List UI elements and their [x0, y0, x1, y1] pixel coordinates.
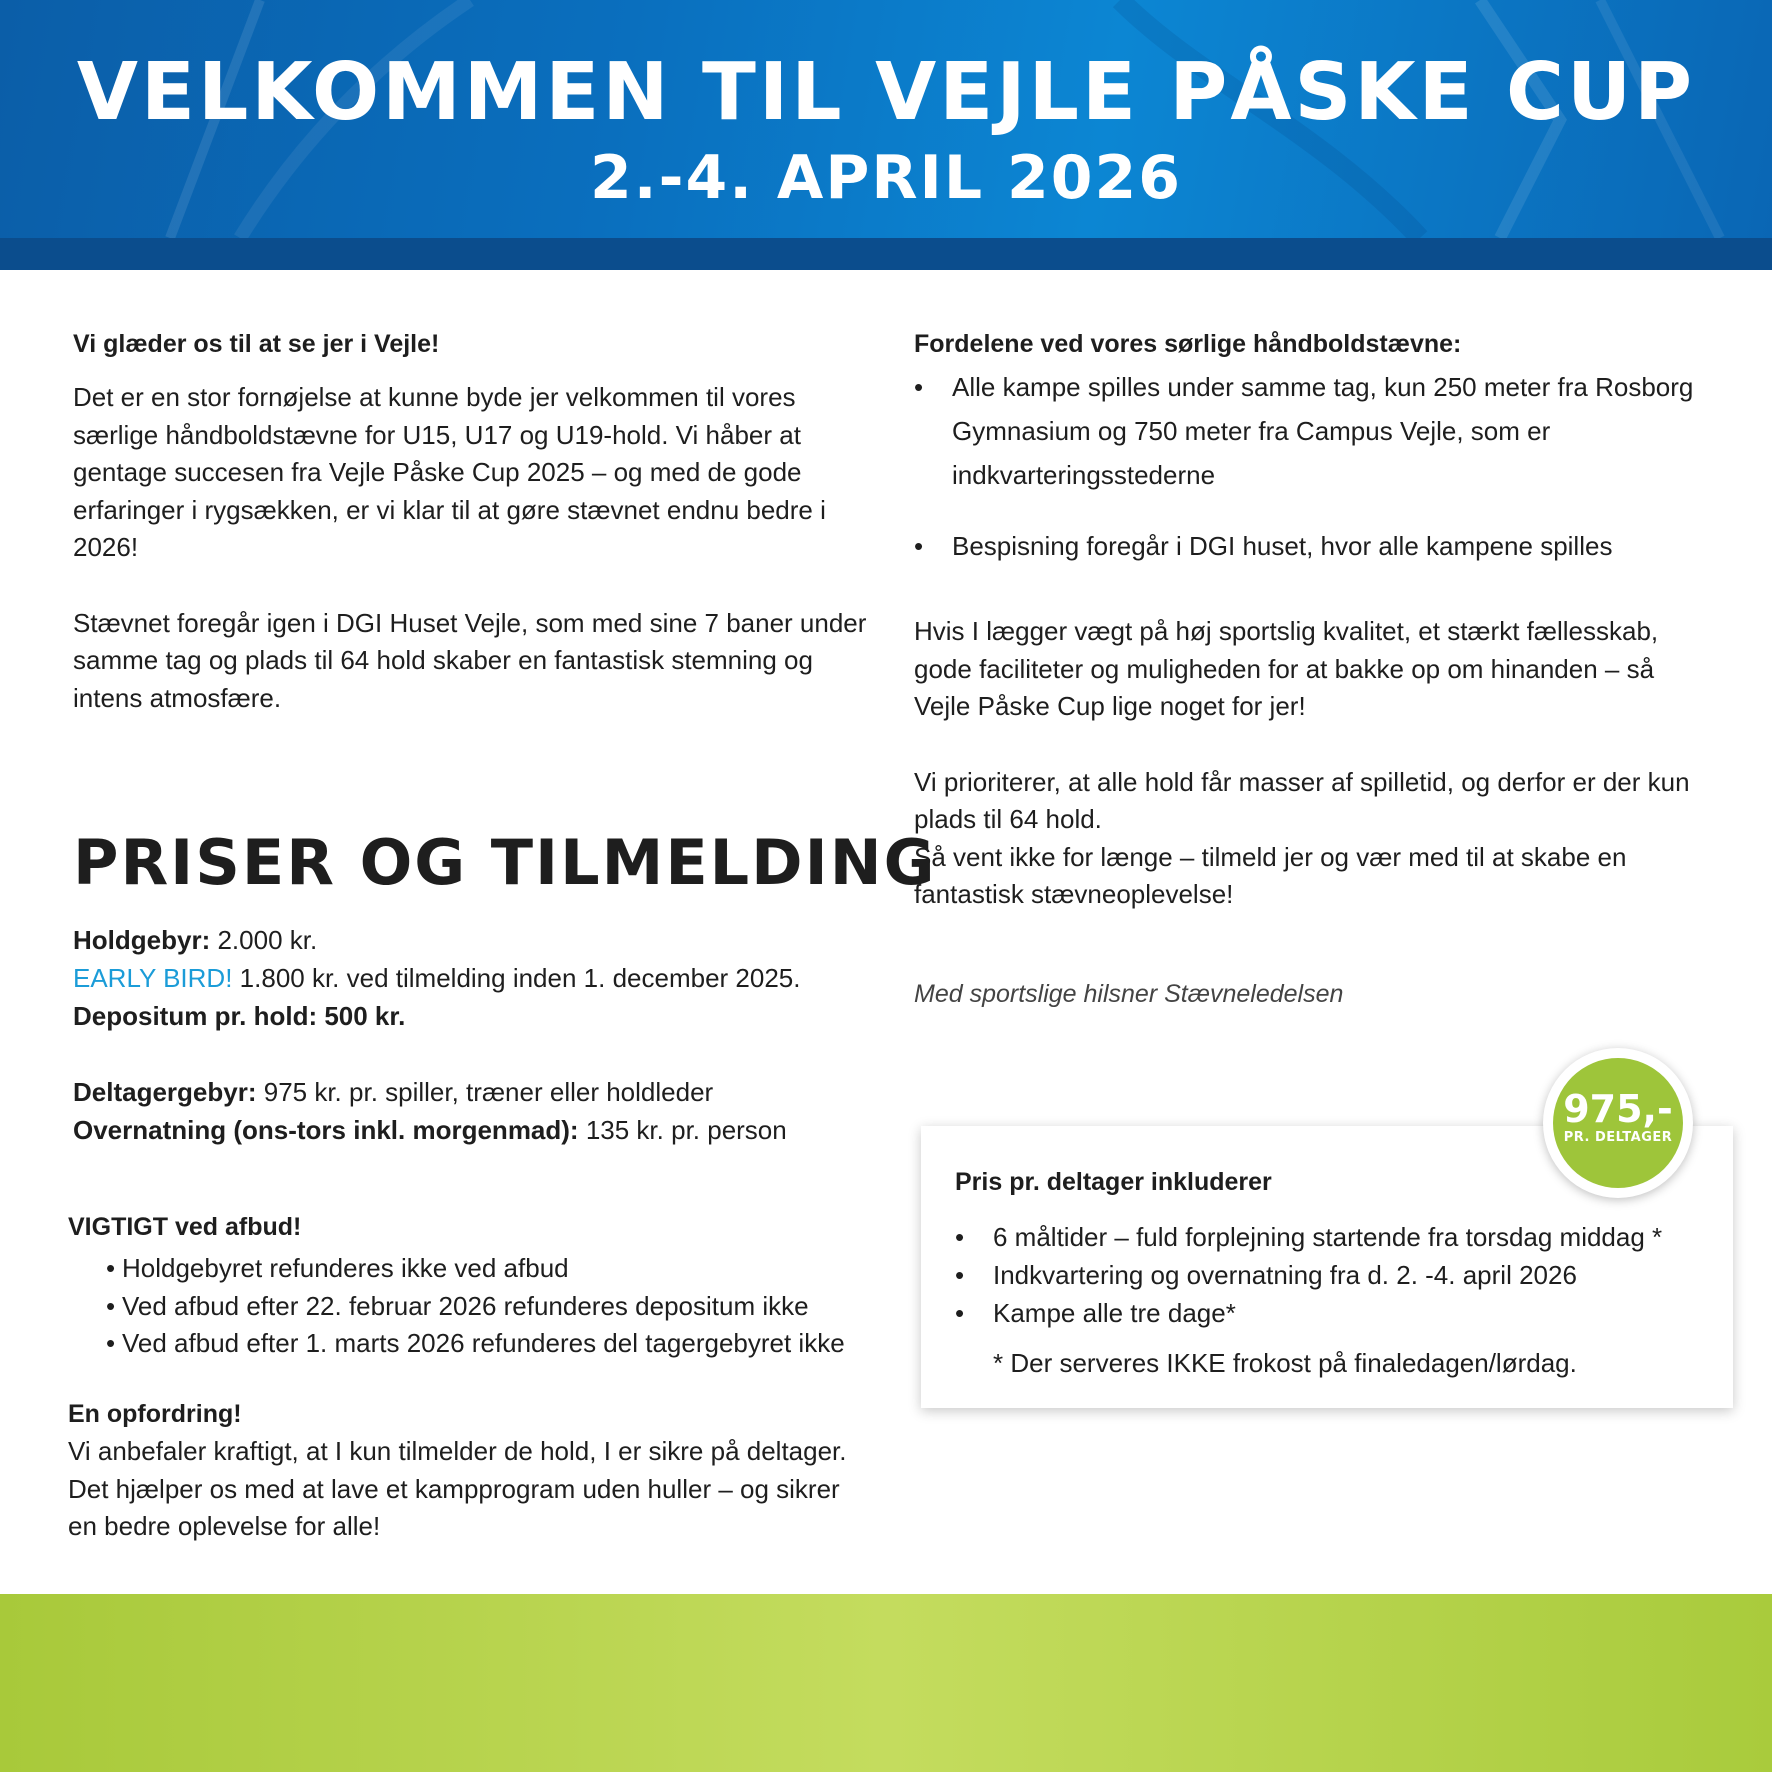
benefits-heading: Fordelene ved vores sørlige håndboldstævne:	[914, 330, 1462, 358]
price-inclusions-list	[955, 1218, 1725, 1332]
team-fee-line	[73, 921, 893, 959]
price-badge-circle	[1553, 1058, 1683, 1188]
cancellation-section	[68, 1213, 888, 1363]
welcome-section	[73, 330, 873, 717]
appeal-heading: En opfordring!	[68, 1400, 242, 1428]
header-band	[0, 238, 1772, 270]
price-box-title: Pris pr. deltager inkluderer	[955, 1168, 1272, 1196]
deposit-text: Depositum pr. hold: 500 kr.	[73, 1001, 406, 1031]
badge-amount: 975,-	[1563, 1087, 1673, 1131]
participant-fee-label: Deltagergebyr:	[73, 1077, 257, 1107]
list-item: • Holdgebyret refunderes ikke ved afbud	[106, 1253, 569, 1283]
closing-section	[914, 613, 1714, 914]
early-bird-value: 1.800 kr. ved tilmelding inden 1. december 2025.	[239, 963, 801, 993]
overnight-value: 135 kr. pr. person	[585, 1115, 787, 1145]
list-item: • Kampe alle tre dage*	[955, 1298, 1236, 1328]
early-bird-label: EARLY BIRD!	[73, 963, 233, 993]
footer-band	[0, 1594, 1772, 1772]
header-banner	[0, 0, 1772, 270]
welcome-heading: Vi glæder os til at se jer i Vejle!	[73, 330, 440, 358]
page-title: VELKOMMEN TIL VEJLE PÅSKE CUP	[76, 46, 1696, 138]
cancellation-heading: VIGTIGT ved afbud!	[68, 1213, 302, 1241]
list-item: • Alle kampe spilles under samme tag, kun 250 meter fra Rosborg Gymnasium og 750 meter fra Campus Vejle, som er indkvarteringsstederne	[914, 372, 1694, 490]
team-fee-label: Holdgebyr:	[73, 925, 211, 955]
lunch-note: * Der serveres IKKE frokost på finaledagen/lørdag.	[993, 1348, 1577, 1378]
pricing-details	[73, 921, 893, 1149]
overnight-line	[73, 1111, 893, 1149]
list-item: • 6 måltider – fuld forplejning startende fra torsdag middag *	[955, 1222, 1663, 1252]
signature: Med sportslige hilsner Stævneledelsen	[914, 980, 1344, 1008]
early-bird-line	[73, 959, 893, 997]
appeal-section	[68, 1400, 868, 1546]
team-fee-value: 2.000 kr.	[217, 925, 318, 955]
event-date: 2.-4. APRIL 2026	[590, 143, 1182, 213]
cancellation-list	[68, 1250, 888, 1363]
welcome-paragraph-1: Det er en stor fornøjelse at kunne byde jer velkommen til vores særlige håndboldstævne for U15, U17 og U19-hold. Vi håber at gentage succesen fra Vejle Påske Cup 2025 – og med de gode erfaringer i rygsækken, er vi klar til at gøre stævnet endnu bedre i 2026!	[73, 382, 826, 562]
welcome-paragraph-2: Stævnet foregår igen i DGI Huset Vejle, som med sine 7 baner under samme tag og plads til 64 hold skaber en fantastisk stemning og intens atmosfære.	[73, 607, 867, 713]
participant-fee-line	[73, 1073, 893, 1111]
overnight-label: Overnatning (ons-tors inkl. morgenmad):	[73, 1115, 579, 1145]
welcome-body	[73, 379, 873, 717]
list-item: • Ved afbud efter 22. februar 2026 refunderes depositum ikke	[106, 1290, 809, 1321]
benefits-list	[914, 365, 1714, 568]
deposit-line	[73, 997, 893, 1035]
closing-paragraph-2: Vi prioriterer, at alle hold får masser af spilletid, og derfor er der kun plads til 64 hold.	[914, 766, 1690, 834]
pricing-title: PRISER OG TILMELDING	[73, 826, 937, 899]
list-item: • Indkvartering og overnatning fra d. 2. -4. april 2026	[955, 1260, 1577, 1290]
list-item: • Ved afbud efter 1. marts 2026 refunderes del tagergebyret ikke	[106, 1328, 845, 1358]
price-badge	[1543, 1048, 1693, 1198]
closing-paragraph-1: Hvis I lægger vægt på høj sportslig kvalitet, et stærkt fællesskab, gode faciliteter og muligheden for at bakke op om hinanden – så Vejle Påske Cup lige noget for jer!	[914, 616, 1659, 721]
participant-fee-value: 975 kr. pr. spiller, træner eller holdleder	[263, 1077, 714, 1107]
benefits-section	[914, 330, 1714, 568]
appeal-text: Vi anbefaler kraftigt, at I kun tilmelder de hold, I er sikre på deltager. Det hjælper os med at lave et kampprogram uden huller – og sikrer en bedre oplevelse for alle!	[68, 1436, 847, 1541]
list-item: • Bespisning foregår i DGI huset, hvor alle kampene spilles	[914, 531, 1613, 561]
badge-label: PR. DELTAGER	[1563, 1130, 1673, 1145]
closing-paragraph-3: Så vent ikke for længe – tilmeld jer og vær med til at skabe en fantastisk stævneoplevelse!	[914, 841, 1627, 909]
